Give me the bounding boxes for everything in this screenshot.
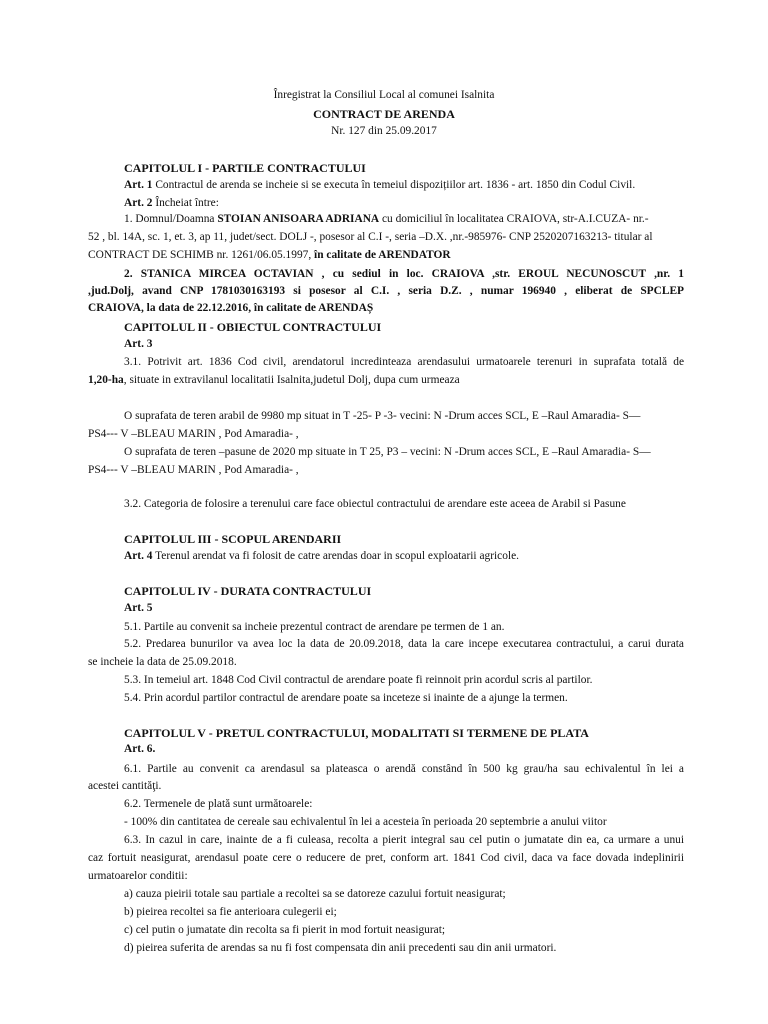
para-6-3-line-3: urmatoarelor conditii:: [88, 870, 188, 882]
condition-b: b) pieirea recoltei sa fie anterioara culegerii ei;: [124, 906, 337, 918]
para-6-3-line-2: caz fortuit neasigurat, arendasul poate cere o reducere de pret, conform art. 1841 Cod civil, daca va face dovada indeplinirii: [88, 852, 684, 864]
chapter-4-heading: CAPITOLUL IV - DURATA CONTRACTULUI: [124, 584, 372, 598]
party-1-prefix: 1. Domnul/Doamna: [124, 213, 218, 225]
condition-d: d) pieirea suferita de arendas sa nu fi fost compensata din anii precedenti sau din anii urmatori.: [124, 942, 557, 954]
art-2: [124, 197, 684, 209]
total-area: 1,20-ha: [88, 374, 124, 386]
party-2-line-3: CRAIOVA, la data de 22.12.2016, în calitate de ARENDAȘ: [88, 302, 374, 314]
parcel-2-line-2: PS4--- V –BLEAU MARIN , Pod Amaradia- ,: [88, 464, 299, 476]
art-1: [124, 179, 684, 191]
para-5-4: 5.4. Prin acordul partilor contractul de arendare poate sa inceteze si inainte de a ajunge la termen.: [124, 692, 568, 704]
art-1-text: Contractul de arenda se incheie si se executa în temeiul dispozițiilor art. 1836 - art. 1850 din Codul Civil.: [152, 179, 636, 191]
art-3-label: Art. 3: [124, 338, 153, 350]
para-6-3-line-1: 6.3. In cazul in care, inainte de a fi culeasa, recolta a pierit integral sau cel putin o jumatate din ea, ca urmare a unui: [124, 834, 684, 846]
area-location: , situate in extravilanul localitatii Isalnita,judetul Dolj, dupa cum urmeaza: [123, 374, 460, 386]
party-1-line-2: 52 , bl. 14A, sc. 1, et. 3, ap 11, judet/sect. DOLJ -, posesor al C.I -, seria –D.X. ,nr.-985976- CNP 2520207163213- titular al: [88, 231, 653, 243]
para-5-1: 5.1. Partile au convenit sa incheie prezentul contract de arendare pe termen de 1 an.: [124, 621, 505, 633]
condition-c: c) cel putin o jumatate din recolta sa fi pierit in mod fortuit neasigurat;: [124, 924, 446, 936]
chapter-2-heading: CAPITOLUL II - OBIECTUL CONTRACTULUI: [124, 320, 382, 334]
art-1-label: Art. 1: [124, 179, 153, 191]
party-1-name: STOIAN ANISOARA ADRIANA: [217, 213, 380, 225]
para-3-1-line-2: [88, 374, 684, 386]
art-6-label: Art. 6.: [124, 743, 156, 755]
art-4: [124, 550, 684, 562]
art-4-text: Terenul arendat va fi folosit de catre arendas doar in scopul exploatarii agricole.: [152, 550, 519, 562]
party-1-line-3: [88, 249, 684, 261]
registration-line: Înregistrat la Consiliul Local al comunei Isalnita: [273, 89, 495, 101]
para-5-2-line-2: se incheie la data de 25.09.2018.: [88, 656, 237, 668]
parcel-2-line-1: O suprafata de teren –pasune de 2020 mp situate in T 25, P3 – vecini: N -Drum acces SCL, E –Raul Amaradia- S—: [124, 446, 651, 458]
party-1-title-deed: CONTRACT DE SCHIMB nr. 1261/06.05.1997,: [88, 249, 315, 261]
party-2-name: STANICA MIRCEA OCTAVIAN , cu sediul in loc. CRAIOVA ,str. EROUL NECUNOSCUT ,nr. 1: [132, 268, 684, 280]
art-2-text: Încheiat între:: [152, 197, 219, 209]
para-3-2: 3.2. Categoria de folosire a terenului care face obiectul contractului de arendare este aceea de Arabil si Pasune: [124, 498, 626, 510]
contract-number: Nr. 127 din 25.09.2017: [331, 125, 437, 137]
condition-a: a) cauza pieirii totale sau partiale a recoltei sa se datoreze cazului fortuit neasigurat;: [124, 888, 506, 900]
chapter-5-heading: CAPITOLUL V - PRETUL CONTRACTULUI, MODALITATI SI TERMENE DE PLATA: [124, 726, 589, 740]
party-1-role: în calitate de ARENDATOR: [314, 249, 451, 261]
para-6-1-line-2: acestei cantităţi.: [88, 780, 162, 792]
chapter-1-heading: CAPITOLUL I - PARTILE CONTRACTULUI: [124, 161, 366, 175]
parcel-1-line-2: PS4--- V –BLEAU MARIN , Pod Amaradia- ,: [88, 428, 299, 440]
para-5-3: 5.3. In temeiul art. 1848 Cod Civil contractul de arendare poate fi reinnoit prin acordul scris al partilor.: [124, 674, 593, 686]
document-title: CONTRACT DE ARENDA: [313, 107, 455, 121]
party-2-line-1: [124, 268, 684, 280]
chapter-3-heading: CAPITOLUL III - SCOPUL ARENDARII: [124, 532, 342, 546]
party-1-line-1: [124, 213, 684, 225]
para-3-1-line-1: 3.1. Potrivit art. 1836 Cod civil, arendatorul incredinteaza arendasului urmatoarele terenuri in suprafata totală de: [124, 356, 684, 368]
para-6-2-item: - 100% din cantitatea de cereale sau echivalentul în lei a acesteia în perioada 20 septembrie a anului viitor: [124, 816, 607, 828]
party-2-number: 2.: [124, 268, 133, 280]
party-2-line-2: ,jud.Dolj, avand CNP 1781030163193 si posesor al C.I. , seria D.Z. , numar 196940 , eliberat de SPCLEP: [88, 285, 684, 297]
art-5-label: Art. 5: [124, 602, 153, 614]
para-5-2-line-1: 5.2. Predarea bunurilor va avea loc la data de 20.09.2018, data la care incepe executarea contractului, a carui durata: [124, 638, 684, 650]
para-6-2: 6.2. Termenele de plată sunt următoarele:: [124, 798, 313, 810]
party-1-address: cu domiciliul în localitatea CRAIOVA, str-A.I.CUZA- nr.-: [379, 213, 649, 225]
para-6-1-line-1: 6.1. Partile au convenit ca arendasul sa plateasca o arendă constând în 500 kg grau/ha sau echivalentul în lei a: [124, 763, 684, 775]
art-4-label: Art. 4: [124, 550, 153, 562]
art-2-label: Art. 2: [124, 197, 153, 209]
parcel-1-line-1: O suprafata de teren arabil de 9980 mp situat in T -25- P -3- vecini: N -Drum acces SCL, E –Raul Amaradia- S—: [124, 410, 641, 422]
